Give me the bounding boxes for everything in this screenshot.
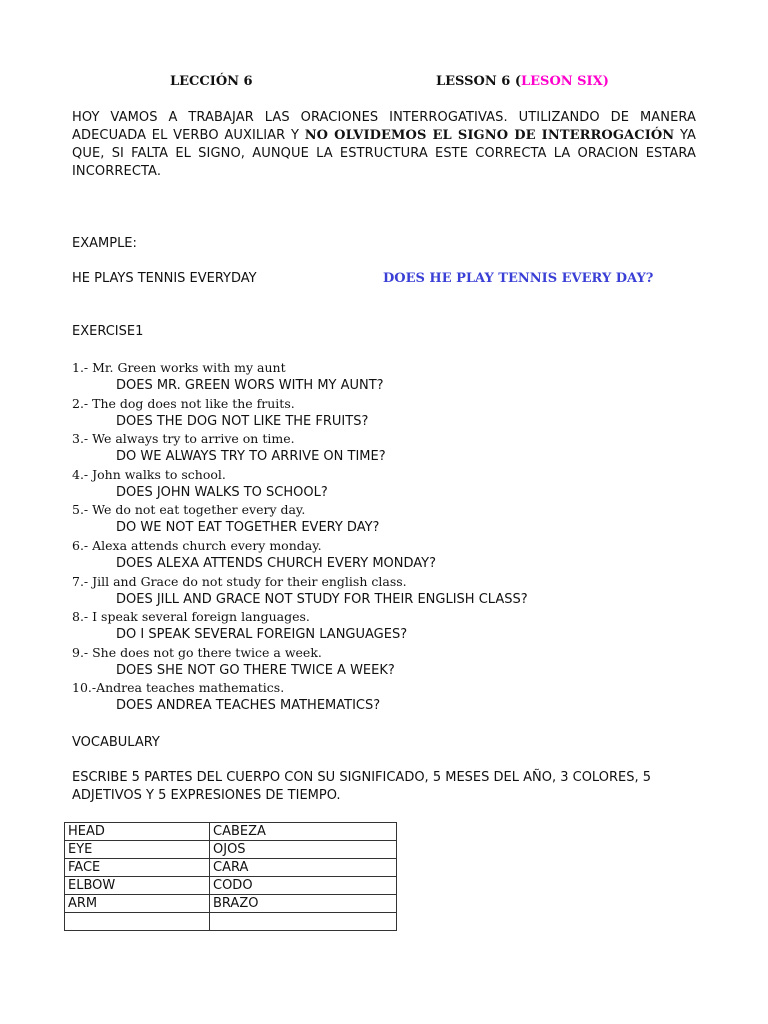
english-word-cell: HEAD (65, 823, 210, 841)
table-row (65, 913, 397, 931)
exercise-question: 2.- The dog does not like the fruits. (72, 395, 295, 411)
example-sentence: HE PLAYS TENNIS EVERYDAY (72, 271, 257, 286)
table-row (65, 895, 397, 913)
spanish-word-cell: OJOS (210, 841, 397, 859)
exercise-question: 8.- I speak several foreign languages. (72, 609, 310, 625)
exercise-answer: DOES SHE NOT GO THERE TWICE A WEEK? (116, 662, 395, 678)
exercise-question: 9.- She does not go there twice a week. (72, 644, 322, 660)
exercise-title: EXERCISE1 (72, 324, 144, 339)
lesson-six-highlight: LESON SIX) (521, 74, 609, 89)
spanish-word-cell: CODO (210, 877, 397, 895)
leccion-title: LECCIÓN 6 (170, 74, 253, 89)
vocabulary-title: VOCABULARY (72, 735, 160, 750)
english-word-cell: EYE (65, 841, 210, 859)
exercise-question: 5.- We do not eat together every day. (72, 502, 306, 518)
intro-bold-text: NO OLVIDEMOS EL SIGNO DE INTERROGACIÓN (304, 128, 675, 143)
table-row (65, 877, 397, 895)
table-row (65, 841, 397, 859)
example-label: EXAMPLE: (72, 236, 137, 251)
spanish-word-cell: CABEZA (210, 823, 397, 841)
exercise-answer: DOES JILL AND GRACE NOT STUDY FOR THEIR ENGLISH CLASS? (116, 591, 528, 607)
exercise-question: 3.- We always try to arrive on time. (72, 431, 295, 447)
vocabulary-instruction: ESCRIBE 5 PARTES DEL CUERPO CON SU SIGNIFICADO, 5 MESES DEL AÑO, 3 COLORES, 5 ADJETIVOS Y 5 EXPRESIONES DE TIEMPO. (72, 770, 651, 803)
spanish-word-cell (210, 913, 397, 931)
exercise-answer: DOES JOHN WALKS TO SCHOOL? (116, 484, 328, 500)
english-word-cell: ARM (65, 895, 210, 913)
exercise-question: 7.- Jill and Grace do not study for their english class. (72, 573, 407, 589)
exercise-answer: DOES THE DOG NOT LIKE THE FRUITS? (116, 413, 369, 429)
exercise-answer: DO I SPEAK SEVERAL FOREIGN LANGUAGES? (116, 627, 408, 643)
intro-text-part1: HOY VAMOS A TRABAJAR LAS ORACIONES INTERROGATIVAS. UTILIZANDO DE MANERA ADECUADA EL VERBO AUXILIAR Y (72, 110, 696, 143)
intro-text-part2: YA QUE, SI FALTA EL SIGNO, AUNQUE LA ESTRUCTURA ESTE CORRECTA LA ORACION ESTARA INCORRECTA. (72, 128, 696, 179)
exercise-question: 4.- John walks to school. (72, 466, 226, 482)
table-row (65, 859, 397, 877)
exercise-answer: DO WE NOT EAT TOGETHER EVERY DAY? (116, 520, 380, 536)
english-word-cell: ELBOW (65, 877, 210, 895)
vocabulary-table (64, 822, 397, 931)
exercise-answer: DO WE ALWAYS TRY TO ARRIVE ON TIME? (116, 449, 386, 465)
exercise-answer: DOES ALEXA ATTENDS CHURCH EVERY MONDAY? (116, 556, 437, 571)
spanish-word-cell: CARA (210, 859, 397, 877)
spanish-word-cell: BRAZO (210, 895, 397, 913)
english-word-cell (65, 913, 210, 931)
exercise-question: 1.- Mr. Green works with my aunt (72, 360, 286, 375)
example-answer: DOES HE PLAY TENNIS EVERY DAY? (383, 271, 654, 286)
lesson-title-prefix: LESSON 6 ( (436, 74, 521, 89)
lesson-title (436, 74, 609, 89)
intro-paragraph (72, 109, 696, 181)
exercise-question: 6.- Alexa attends church every monday. (72, 538, 322, 553)
exercise-answer: DOES ANDREA TEACHES MATHEMATICS? (116, 698, 381, 714)
table-row (65, 823, 397, 841)
english-word-cell: FACE (65, 859, 210, 877)
exercise-answer: DOES MR. GREEN WORS WITH MY AUNT? (116, 378, 384, 393)
exercise-question: 10.-Andrea teaches mathematics. (72, 680, 285, 696)
